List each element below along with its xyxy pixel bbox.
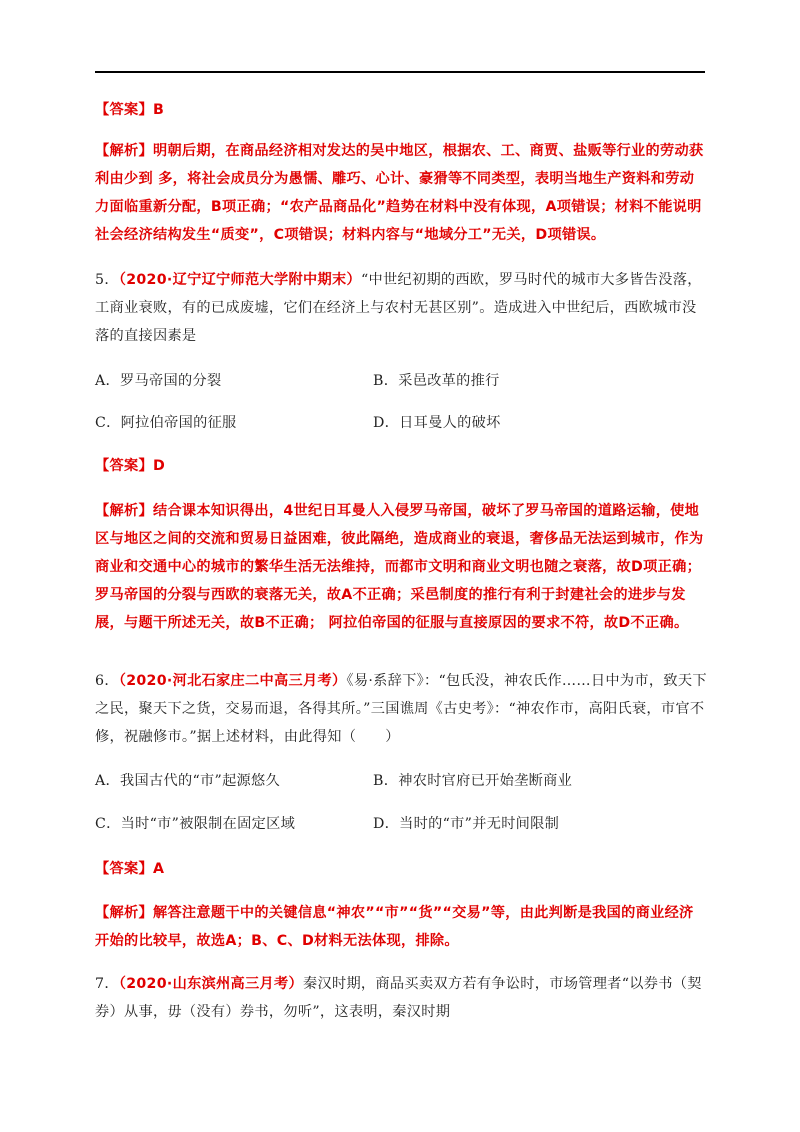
q7-stem: 秦汉时期，商品买卖双方若有争讼时，市场管理者“以券书（契券）从事，毋（没有）券书，勿听”，这表明，秦汉时期 bbox=[95, 976, 702, 1020]
q6-option-d: D．当时的“市”并无时间限制 bbox=[373, 816, 560, 832]
q6-question bbox=[95, 667, 707, 751]
q5-source: （2020·辽宁辽宁师范大学附中期末） bbox=[118, 272, 361, 288]
q4-analysis: 【解析】明朝后期，在商品经济相对发达的吴中地区，根据农、工、商贾、盐贩等行业的劳动获利由少到 多，将社会成员分为愚懦、雕巧、心计、豪猾等不同类型，表明当地生产资料和劳动力面临重新分配，B项正确；“农产品商品化”趋势在材料中没有体现，A项错误；材料不能说明社会经济结构发生“质变”，C项错误；材料内容与“地域分工”无关，D项错误。 bbox=[95, 143, 704, 243]
q6-option-c: C．当时“市”被限制在固定区域 bbox=[95, 816, 296, 832]
q6-answer: 【答案】A bbox=[95, 861, 165, 877]
q4-answer: 【答案】B bbox=[95, 102, 165, 118]
q6-analysis: 【解析】解答注意题干中的关键信息“神农”“市”“货”“交易”等，由此判断是我国的商业经济开始的比较早，故选A；B、C、D材料无法体现，排除。 bbox=[95, 905, 694, 949]
q6-option-a: A．我国古代的“市”起源悠久 bbox=[95, 773, 281, 789]
q7-number: 7． bbox=[95, 976, 119, 992]
q5-option-b: B．采邑改革的推行 bbox=[373, 373, 500, 389]
q6-option-b: B．神农时官府已开始垄断商业 bbox=[373, 773, 573, 789]
q5-option-a: A．罗马帝国的分裂 bbox=[95, 373, 222, 389]
q6-source: （2020·河北石家庄二中高三月考） bbox=[118, 673, 347, 689]
q5-stem: “中世纪初期的西欧，罗马时代的城市大多皆告没落，工商业衰败，有的已成废墟，它们在经济上与农村无甚区别”。造成进入中世纪后，西欧城市没落的直接因素是 bbox=[95, 272, 702, 344]
q7-source: （2020·山东滨州高三月考） bbox=[118, 976, 303, 992]
q5-analysis: 【解析】结合课本知识得出，4世纪日耳曼人入侵罗马帝国，破坏了罗马帝国的道路运输，使地区与地区之间的交流和贸易日益困难，彼此隔绝，造成商业的衰退，奢侈品无法运到城市，作为商业和交通中心的城市的繁华生活无法维持，而都市文明和商业文明也随之衰落，故D项正确；罗马帝国的分裂与西欧的衰落无关，故A不正确；采邑制度的推行有利于封建社会的进步与发展，与题干所述无关，故B不正确； 阿拉伯帝国的征服与直接原因的要求不符，故D不正确。 bbox=[95, 503, 704, 631]
q5-option-d: D．日耳曼人的破坏 bbox=[373, 415, 501, 431]
q6-number: 6． bbox=[95, 673, 119, 689]
q5-option-c: C．阿拉伯帝国的征服 bbox=[95, 415, 237, 431]
q5-question bbox=[95, 266, 707, 350]
q5-number: 5． bbox=[95, 272, 119, 288]
header-rule bbox=[95, 71, 705, 73]
q6-stem: 《易·系辞下》：“包氏没，神农氏作……日中为市，致天下之民，聚天下之货，交易而退，各得其所。”三国谯周《古史考》：“神农作市，高阳氏衰，市官不修，祝融修市。”据上述材料，由此得知（ ） bbox=[95, 673, 707, 745]
q7-question bbox=[95, 970, 707, 1026]
q5-answer: 【答案】D bbox=[95, 458, 166, 474]
